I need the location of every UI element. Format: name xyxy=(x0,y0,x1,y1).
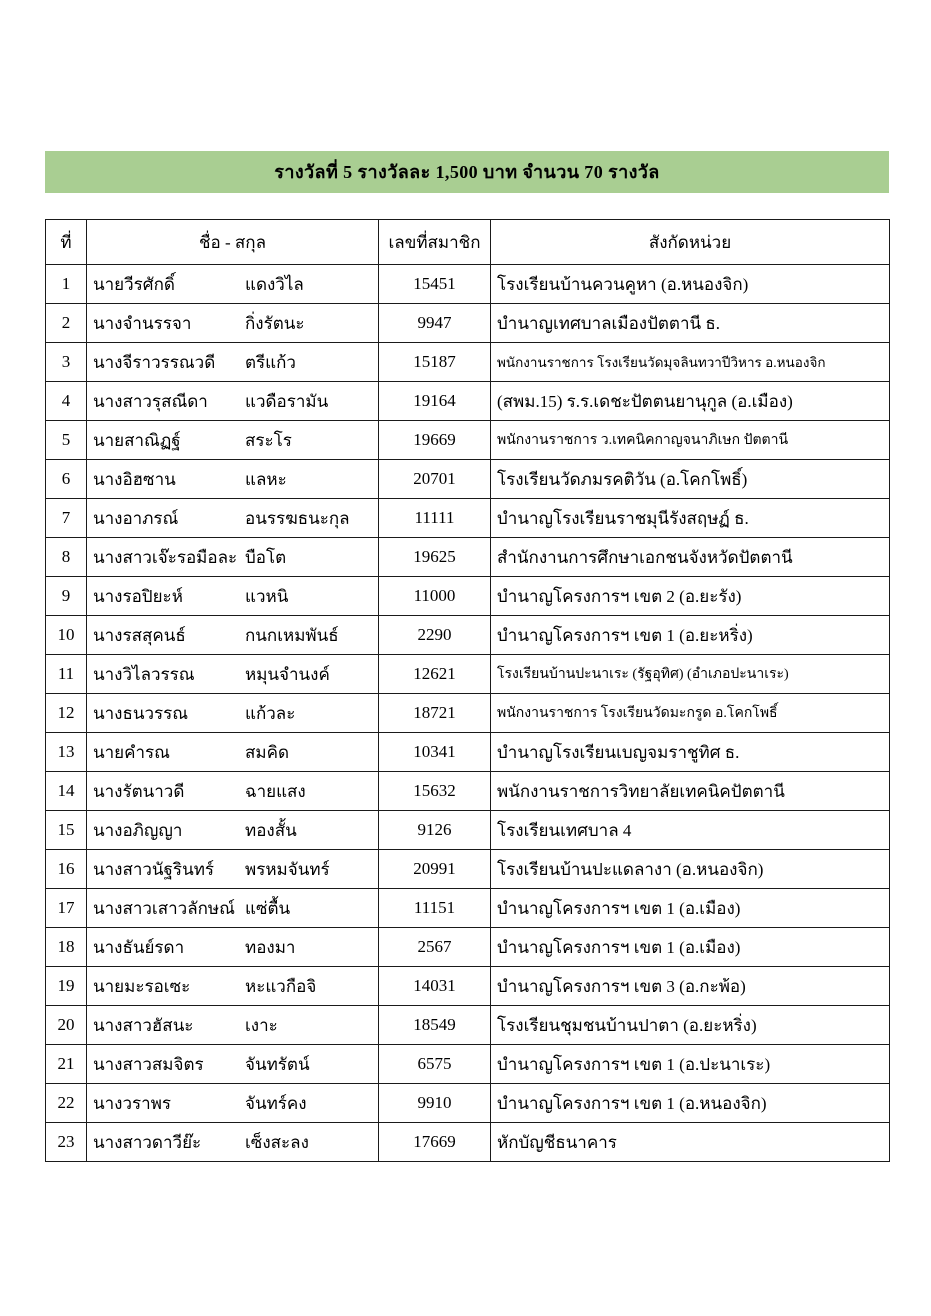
name-inner xyxy=(93,1012,372,1039)
name-inner xyxy=(93,739,372,766)
unit-text: บำนาญโครงการฯ เขต 1 (อ.ปะนาเระ) xyxy=(497,1054,771,1074)
unit-text: พนักงานราชการวิทยาลัยเทคนิคปัตตานี xyxy=(497,781,785,801)
cell-name xyxy=(87,382,379,421)
given-name: นายมะรอเซะ xyxy=(93,976,191,996)
name-inner xyxy=(93,388,372,415)
unit-text: บำนาญโครงการฯ เขต 2 (อ.ยะรัง) xyxy=(497,586,742,606)
award-table-container xyxy=(45,219,889,1162)
cell-no: 13 xyxy=(46,733,87,772)
cell-member-no: 19669 xyxy=(379,421,491,460)
name-inner xyxy=(93,427,372,454)
surname: ฉายแสง xyxy=(245,781,306,801)
name-inner xyxy=(93,1051,372,1078)
table-row xyxy=(46,967,890,1006)
cell-member-no: 20991 xyxy=(379,850,491,889)
cell-no: 20 xyxy=(46,1006,87,1045)
cell-name xyxy=(87,1123,379,1162)
cell-no: 22 xyxy=(46,1084,87,1123)
table-row xyxy=(46,811,890,850)
table-row xyxy=(46,421,890,460)
given-name: นางรัตนาวดี xyxy=(93,781,185,801)
surname: ทองสั้น xyxy=(245,820,297,840)
name-inner xyxy=(93,271,372,298)
cell-member-no: 19625 xyxy=(379,538,491,577)
given-name: นางสาวเสาวลักษณ์ xyxy=(93,898,235,918)
unit-text: บำนาญโรงเรียนเบญจมราชูทิศ ธ. xyxy=(497,742,740,762)
cell-member-no: 9947 xyxy=(379,304,491,343)
surname: บือโต xyxy=(245,547,287,567)
surname: เงาะ xyxy=(245,1015,278,1035)
name-inner xyxy=(93,505,372,532)
table-body xyxy=(46,265,890,1162)
prize-banner-title: รางวัลที่ 5 รางวัลละ 1,500 บาท จำนวน 70 รางวัล xyxy=(274,162,660,182)
cell-unit xyxy=(491,850,890,889)
cell-member-no: 6575 xyxy=(379,1045,491,1084)
table-row xyxy=(46,1123,890,1162)
name-inner xyxy=(93,310,372,337)
cell-member-no: 18721 xyxy=(379,694,491,733)
cell-unit xyxy=(491,343,890,382)
unit-text: บำนาญโครงการฯ เขต 1 (อ.เมือง) xyxy=(497,898,741,918)
cell-unit xyxy=(491,772,890,811)
unit-text: โรงเรียนเทศบาล 4 xyxy=(497,820,632,840)
table-row xyxy=(46,928,890,967)
surname: จันทร์คง xyxy=(245,1093,307,1113)
cell-unit xyxy=(491,265,890,304)
award-table xyxy=(45,219,890,1162)
cell-no: 15 xyxy=(46,811,87,850)
table-row xyxy=(46,499,890,538)
cell-unit xyxy=(491,1123,890,1162)
cell-no: 1 xyxy=(46,265,87,304)
given-name: นางรสสุคนธ์ xyxy=(93,625,186,645)
surname: แก้วละ xyxy=(245,703,296,723)
surname: พรหมจันทร์ xyxy=(245,859,330,879)
cell-no: 17 xyxy=(46,889,87,928)
cell-unit xyxy=(491,967,890,1006)
given-name: นางสาวรุสณีดา xyxy=(93,391,208,411)
cell-name xyxy=(87,967,379,1006)
name-inner xyxy=(93,973,372,1000)
name-inner xyxy=(93,700,372,727)
surname: แวหนิ xyxy=(245,586,289,606)
cell-member-no: 2567 xyxy=(379,928,491,967)
given-name: นายวีรศักดิ์ xyxy=(93,274,175,294)
cell-name xyxy=(87,850,379,889)
cell-unit xyxy=(491,460,890,499)
name-inner xyxy=(93,661,372,688)
table-row xyxy=(46,655,890,694)
cell-name xyxy=(87,694,379,733)
cell-name xyxy=(87,1006,379,1045)
cell-no: 3 xyxy=(46,343,87,382)
surname: จันทรัตน์ xyxy=(245,1054,310,1074)
unit-text: โรงเรียนวัดภมรคติวัน (อ.โคกโพธิ์) xyxy=(497,469,748,489)
cell-name xyxy=(87,343,379,382)
table-row xyxy=(46,889,890,928)
surname: แลหะ xyxy=(245,469,287,489)
table-row xyxy=(46,343,890,382)
cell-unit xyxy=(491,655,890,694)
surname: หมุนจำนงค์ xyxy=(245,664,330,684)
cell-no: 16 xyxy=(46,850,87,889)
cell-unit xyxy=(491,382,890,421)
surname: กิ่งรัตนะ xyxy=(245,313,305,333)
table-row xyxy=(46,772,890,811)
table-header xyxy=(46,220,890,265)
unit-text: บำนาญโครงการฯ เขต 1 (อ.ยะหริ่ง) xyxy=(497,625,753,645)
cell-no: 19 xyxy=(46,967,87,1006)
table-row xyxy=(46,577,890,616)
cell-no: 12 xyxy=(46,694,87,733)
cell-unit xyxy=(491,616,890,655)
table-row xyxy=(46,850,890,889)
cell-name xyxy=(87,616,379,655)
name-inner xyxy=(93,544,372,571)
name-inner xyxy=(93,622,372,649)
cell-member-no: 18549 xyxy=(379,1006,491,1045)
unit-text: โรงเรียนบ้านปะนาเระ (รัฐอุทิศ) (อำเภอปะนาเระ) xyxy=(497,667,789,682)
given-name: นางอิฮซาน xyxy=(93,469,176,489)
name-inner xyxy=(93,1090,372,1117)
cell-unit xyxy=(491,421,890,460)
cell-name xyxy=(87,460,379,499)
cell-unit xyxy=(491,1084,890,1123)
cell-no: 7 xyxy=(46,499,87,538)
surname: แวดือรามัน xyxy=(245,391,329,411)
cell-name xyxy=(87,538,379,577)
given-name: นางวราพร xyxy=(93,1093,172,1113)
cell-no: 2 xyxy=(46,304,87,343)
unit-text: บำนาญโครงการฯ เขต 1 (อ.หนองจิก) xyxy=(497,1093,767,1113)
cell-no: 10 xyxy=(46,616,87,655)
given-name: นางธันย์รดา xyxy=(93,937,185,957)
cell-no: 4 xyxy=(46,382,87,421)
unit-text: (สพม.15) ร.ร.เดชะปัตตนยานุกูล (อ.เมือง) xyxy=(497,391,793,411)
cell-name xyxy=(87,655,379,694)
name-inner xyxy=(93,895,372,922)
given-name: นางอภิญญา xyxy=(93,820,183,840)
cell-name xyxy=(87,421,379,460)
cell-name xyxy=(87,928,379,967)
cell-member-no: 11111 xyxy=(379,499,491,538)
unit-text: พนักงานราชการ โรงเรียนวัดมุจลินทวาปีวิหาร อ.หนองจิก xyxy=(497,355,826,370)
cell-member-no: 9126 xyxy=(379,811,491,850)
cell-member-no: 20701 xyxy=(379,460,491,499)
name-inner xyxy=(93,778,372,805)
table-row xyxy=(46,460,890,499)
unit-text: พนักงานราชการ ว.เทคนิคกาญจนาภิเษก ปัตตานี xyxy=(497,433,789,448)
cell-member-no: 14031 xyxy=(379,967,491,1006)
given-name: นางสาวเจ๊ะรอมือละ xyxy=(93,547,238,567)
given-name: นางจีราวรรณวดี xyxy=(93,352,216,372)
unit-text: โรงเรียนบ้านควนคูหา (อ.หนองจิก) xyxy=(497,274,749,294)
given-name: นางอาภรณ์ xyxy=(93,508,179,528)
cell-no: 23 xyxy=(46,1123,87,1162)
given-name: นางสาวฮัสนะ xyxy=(93,1015,194,1035)
name-inner xyxy=(93,466,372,493)
cell-name xyxy=(87,265,379,304)
given-name: นางธนวรรณ xyxy=(93,703,189,723)
cell-unit xyxy=(491,811,890,850)
unit-text: บำนาญโรงเรียนราชมุนีรังสฤษฏ์ ธ. xyxy=(497,508,749,528)
given-name: นายสาณิฏฐ์ xyxy=(93,430,181,450)
cell-name xyxy=(87,772,379,811)
name-inner xyxy=(93,856,372,883)
unit-text: หักบัญชีธนาคาร xyxy=(497,1132,617,1152)
given-name: นางรอปิยะห์ xyxy=(93,586,183,606)
surname: สมคิด xyxy=(245,742,289,762)
cell-member-no: 15632 xyxy=(379,772,491,811)
cell-member-no: 2290 xyxy=(379,616,491,655)
given-name: นางสาวดาวีย๊ะ xyxy=(93,1132,202,1152)
cell-name xyxy=(87,1084,379,1123)
name-inner xyxy=(93,1129,372,1156)
cell-member-no: 11151 xyxy=(379,889,491,928)
cell-member-no: 9910 xyxy=(379,1084,491,1123)
cell-name xyxy=(87,733,379,772)
name-inner xyxy=(93,583,372,610)
column-header-no: ที่ xyxy=(46,220,87,265)
cell-no: 8 xyxy=(46,538,87,577)
unit-text: บำนาญโครงการฯ เขต 1 (อ.เมือง) xyxy=(497,937,741,957)
name-inner xyxy=(93,817,372,844)
given-name: นางสาวนัฐรินทร์ xyxy=(93,859,215,879)
table-row xyxy=(46,694,890,733)
cell-name xyxy=(87,811,379,850)
given-name: นางวิไลวรรณ xyxy=(93,664,195,684)
surname: เซ็งสะลง xyxy=(245,1132,309,1152)
cell-member-no: 10341 xyxy=(379,733,491,772)
column-header-member-no: เลขที่สมาชิก xyxy=(379,220,491,265)
surname: แซ่ตื้น xyxy=(245,898,291,918)
unit-text: โรงเรียนชุมชนบ้านปาตา (อ.ยะหริ่ง) xyxy=(497,1015,757,1035)
table-row xyxy=(46,1084,890,1123)
surname: ตรีแก้ว xyxy=(245,352,296,372)
unit-text: บำนาญโครงการฯ เขต 3 (อ.กะพ้อ) xyxy=(497,976,746,996)
unit-text: โรงเรียนบ้านปะแดลางา (อ.หนองจิก) xyxy=(497,859,764,879)
table-row xyxy=(46,538,890,577)
table-row xyxy=(46,382,890,421)
cell-no: 18 xyxy=(46,928,87,967)
unit-text: พนักงานราชการ โรงเรียนวัดมะกรูด อ.โคกโพธิ์ xyxy=(497,706,778,721)
name-inner xyxy=(93,934,372,961)
cell-no: 5 xyxy=(46,421,87,460)
table-header-row xyxy=(46,220,890,265)
table-row xyxy=(46,733,890,772)
cell-member-no: 19164 xyxy=(379,382,491,421)
cell-unit xyxy=(491,733,890,772)
cell-no: 14 xyxy=(46,772,87,811)
given-name: นายคำรณ xyxy=(93,742,170,762)
cell-unit xyxy=(491,889,890,928)
table-row xyxy=(46,1045,890,1084)
surname: สระโร xyxy=(245,430,292,450)
cell-member-no: 17669 xyxy=(379,1123,491,1162)
unit-text: บำนาญเทศบาลเมืองปัตตานี ธ. xyxy=(497,313,720,333)
unit-text: สำนักงานการศึกษาเอกชนจังหวัดปัตตานี xyxy=(497,547,793,567)
cell-no: 11 xyxy=(46,655,87,694)
surname: อนรรฆธนะกุล xyxy=(245,508,350,528)
cell-name xyxy=(87,889,379,928)
surname: ทองมา xyxy=(245,937,296,957)
cell-member-no: 15451 xyxy=(379,265,491,304)
cell-name xyxy=(87,499,379,538)
cell-unit xyxy=(491,499,890,538)
column-header-unit: สังกัดหน่วย xyxy=(491,220,890,265)
surname: กนกเหมพันธ์ xyxy=(245,625,339,645)
prize-banner xyxy=(45,151,889,193)
cell-member-no: 11000 xyxy=(379,577,491,616)
cell-no: 21 xyxy=(46,1045,87,1084)
cell-unit xyxy=(491,304,890,343)
cell-name xyxy=(87,1045,379,1084)
given-name: นางจำนรรจา xyxy=(93,313,192,333)
table-row xyxy=(46,1006,890,1045)
cell-no: 9 xyxy=(46,577,87,616)
cell-unit xyxy=(491,538,890,577)
cell-member-no: 12621 xyxy=(379,655,491,694)
cell-unit xyxy=(491,928,890,967)
cell-member-no: 15187 xyxy=(379,343,491,382)
name-inner xyxy=(93,349,372,376)
table-row xyxy=(46,616,890,655)
table-row xyxy=(46,304,890,343)
cell-unit xyxy=(491,694,890,733)
surname: แดงวิไล xyxy=(245,274,304,294)
cell-unit xyxy=(491,1045,890,1084)
cell-no: 6 xyxy=(46,460,87,499)
cell-unit xyxy=(491,1006,890,1045)
table-row xyxy=(46,265,890,304)
column-header-name: ชื่อ - สกุล xyxy=(87,220,379,265)
surname: หะแวกือจิ xyxy=(245,976,317,996)
cell-name xyxy=(87,304,379,343)
cell-unit xyxy=(491,577,890,616)
given-name: นางสาวสมจิตร xyxy=(93,1054,204,1074)
cell-name xyxy=(87,577,379,616)
